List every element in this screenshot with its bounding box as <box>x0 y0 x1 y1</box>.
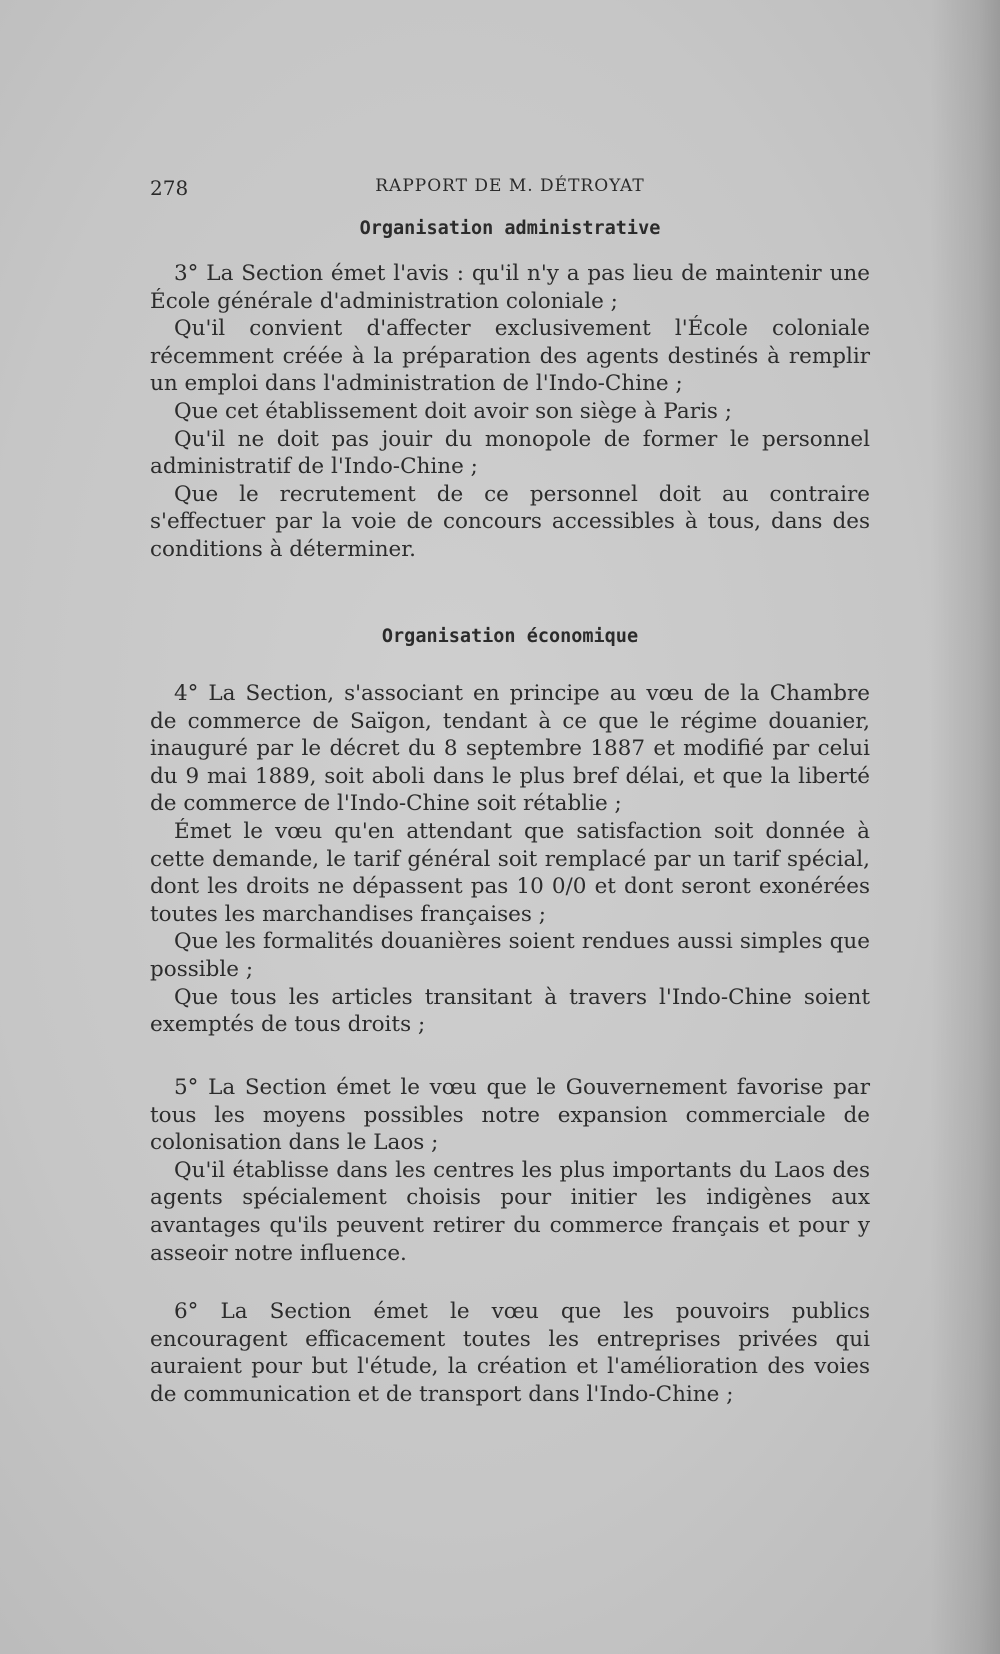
paragraph: Que tous les articles transitant à travers l'Indo-Chine soient exemptés de tous droits ; <box>150 984 870 1038</box>
paragraph: Qu'il établisse dans les centres les plus importants du Laos des agents spécialement choisis pour initier les indigènes aux avantages qu'ils peuvent retirer du commerce français et pour y asseoir notre influence. <box>150 1157 870 1266</box>
paragraph: 6° La Section émet le vœu que les pouvoirs publics encouragent efficacement toutes les entreprises privées qui auraient pour but l'étude, la création et l'amélioration des voies de communication et de transport dans l'Indo-Chine ; <box>150 1299 870 1407</box>
running-title: RAPPORT DE M. DÉTROYAT <box>375 176 645 196</box>
paragraph-group-5 <box>150 1074 870 1267</box>
section-body-administrative <box>150 260 870 564</box>
paragraph-group-6 <box>150 1298 870 1408</box>
paragraph: Que les formalités douanières soient rendues aussi simples que possible ; <box>150 929 870 982</box>
paragraph: 3° La Section émet l'avis : qu'il n'y a pas lieu de maintenir une École générale d'administration coloniale ; <box>150 261 870 314</box>
page-header <box>150 176 870 206</box>
paragraph: 5° La Section émet le vœu que le Gouvernement favorise par tous les moyens possibles notre expansion commerciale de colonisation dans le Laos ; <box>150 1075 870 1156</box>
paragraph: 4° La Section, s'associant en principe au vœu de la Chambre de commerce de Saïgon, tendant à ce que le régime douanier, inauguré par le décret du 8 septembre 1887 et modifié par celui du 9 mai 1889, soit aboli dans le plus bref délai, et que la liberté de commerce de l'Indo-Chine soit rétablie ; <box>150 681 870 817</box>
section-heading-economic: Organisation économique <box>381 626 639 647</box>
paragraph: Que le recrutement de ce personnel doit au contraire s'effectuer par la voie de concours accessibles à tous, dans des conditions à déterminer. <box>150 481 870 562</box>
section-heading-administrative: Organisation administrative <box>359 218 661 239</box>
paragraph: Qu'il ne doit pas jouir du monopole de former le personnel administratif de l'Indo-Chine ; <box>150 426 870 480</box>
page-number: 278 <box>150 176 189 200</box>
paragraph: Qu'il convient d'affecter exclusivement l'École coloniale récemment créée à la préparation des agents destinés à remplir un emploi dans l'administration de l'Indo-Chine ; <box>150 316 870 397</box>
paragraph: Émet le vœu qu'en attendant que satisfaction soit donnée à cette demande, le tarif général soit remplacé par un tarif spécial, dont les droits ne dépassent pas 10 0/0 et dont seront exonérées toutes les marchandises françaises ; <box>150 818 870 927</box>
section-body-economic <box>150 680 870 1039</box>
paragraph: Que cet établissement doit avoir son siège à Paris ; <box>174 398 732 424</box>
